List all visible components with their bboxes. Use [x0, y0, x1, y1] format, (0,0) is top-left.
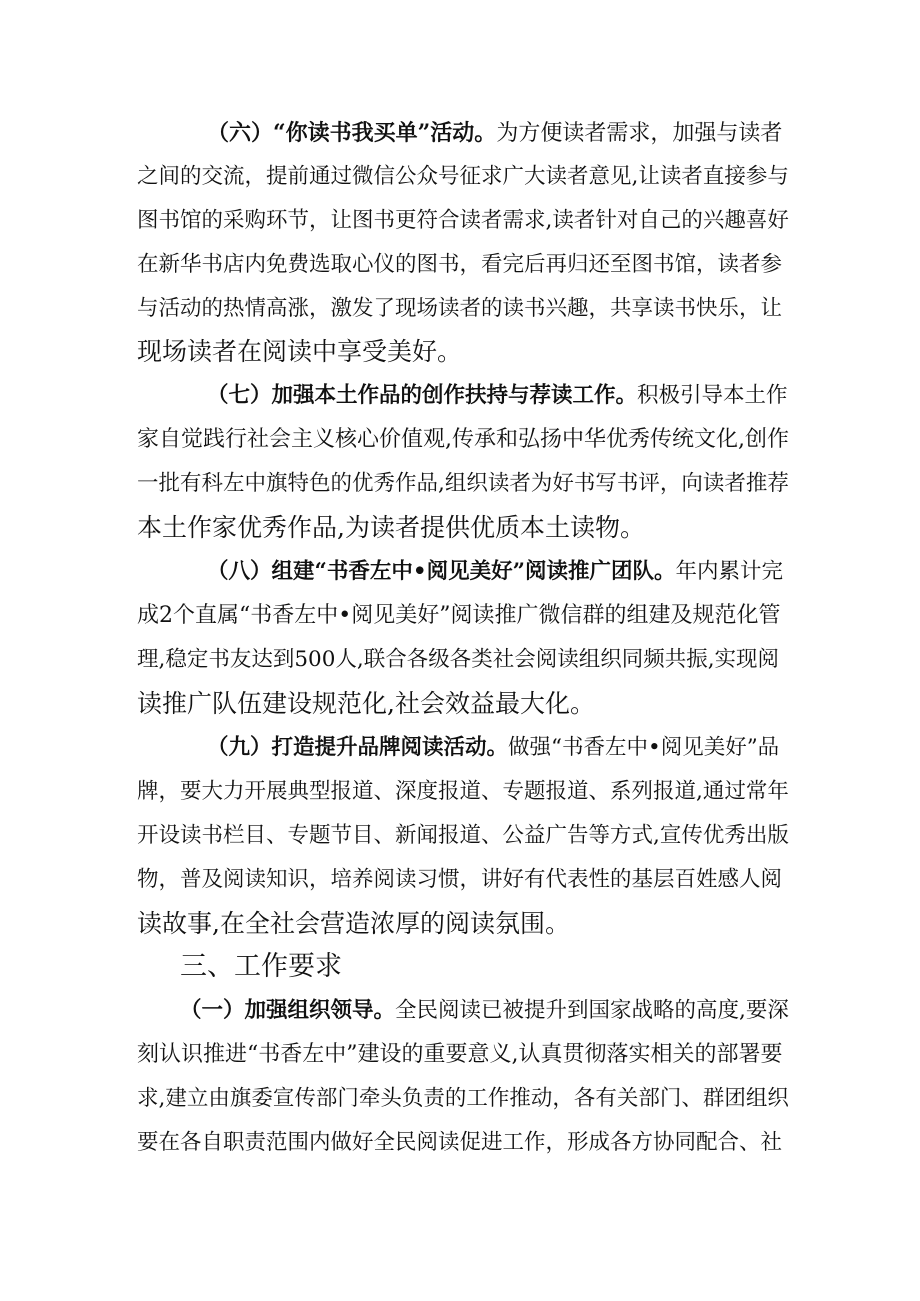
requirement-1-line-4: 要在各自职责范围内做好全民阅读促进工作，形成各方协同配合、社: [137, 1130, 783, 1155]
section-6-line-2: 之间的交流，提前通过微信公众号征求广大读者意见,让读者直接参与: [137, 164, 789, 189]
section-9-line-4: 物，普及阅读知识，培养阅读习惯，讲好有代表性的基层百姓感人阅: [137, 867, 783, 892]
section-8-line-2: 成2个直属“书香左中•阅见美好”阅读推广微信群的组建及规范化管: [137, 603, 781, 628]
requirement-1-line-3: 求,建立由旗委宣传部门牵头负责的工作推动，各有关部门、群团组织: [137, 1086, 789, 1111]
section-7-line-1: [207, 380, 788, 412]
section-6-line-6: 现场读者在阅读中享受美好。: [137, 337, 463, 366]
section-7-text: 积极引导本土作: [637, 383, 788, 408]
section-9-text: 做强“书香左中•阅见美好”品: [508, 735, 780, 760]
section-heading-3: 三、工作要求: [180, 951, 342, 982]
requirement-1-line-1: [180, 995, 789, 1027]
section-9-line-2: 牌，要大力开展典型报道、深度报道、专题报道、系列报道,通过常年: [137, 779, 789, 804]
section-6-title: （六）“你读书我买单”活动。: [207, 120, 497, 146]
section-9-line-1: [207, 732, 779, 764]
section-8-line-3: 理,稳定书友达到500人,联合各级各类社会阅读组织同频共振,实现阅: [137, 647, 780, 672]
section-9-line-3: 开设读书栏目、专题节目、新闻报道、公益广告等方式,宣传优秀出版: [137, 823, 789, 848]
section-8-title: （八）组建“书香左中•阅见美好”阅读推广团队。: [207, 559, 676, 584]
requirement-1-line-2: 刻认识推进“书香左中”建设的重要意义,认真贯彻落实相关的部署要: [137, 1042, 783, 1067]
section-7-line-3: 一批有科左中旗特色的优秀作品,组织读者为好书写书评，向读者推荐: [137, 471, 789, 496]
section-9-title: （九）打造提升品牌阅读活动。: [207, 735, 509, 760]
section-9-line-5: 读故事,在全社会营造浓厚的阅读氛围。: [137, 909, 570, 938]
requirement-1-title: （一）加强组织领导。: [180, 998, 396, 1023]
section-8-line-4: 读推广队伍建设规范化,社会效益最大化。: [137, 689, 595, 718]
section-6-line-4: 在新华书店内免费选取心仪的图书，看完后再归还至图书馆，读者参: [137, 252, 783, 277]
section-6-text: 为方便读者需求，加强与读者: [496, 121, 783, 146]
section-8-line-1: [207, 556, 783, 588]
section-7-line-2: 家自觉践行社会主义核心价值观,传承和弘扬中华优秀传统文化,创作: [137, 427, 789, 452]
section-6-line-1: [207, 117, 782, 149]
section-8-text: 年内累计完: [675, 559, 783, 584]
section-7-title: （七）加强本土作品的创作扶持与荐读工作。: [207, 383, 638, 408]
requirement-1-text: 全民阅读已被提升到国家战略的高度,要深: [395, 998, 789, 1023]
section-6-line-3: 图书馆的采购环节，让图书更符合读者需求,读者针对自己的兴趣喜好: [137, 208, 789, 233]
section-7-line-4: 本土作家优秀作品,为读者提供优质本土读物。: [137, 513, 645, 542]
section-6-line-5: 与活动的热情高涨，激发了现场读者的读书兴趣，共享读书快乐，让: [137, 296, 783, 321]
